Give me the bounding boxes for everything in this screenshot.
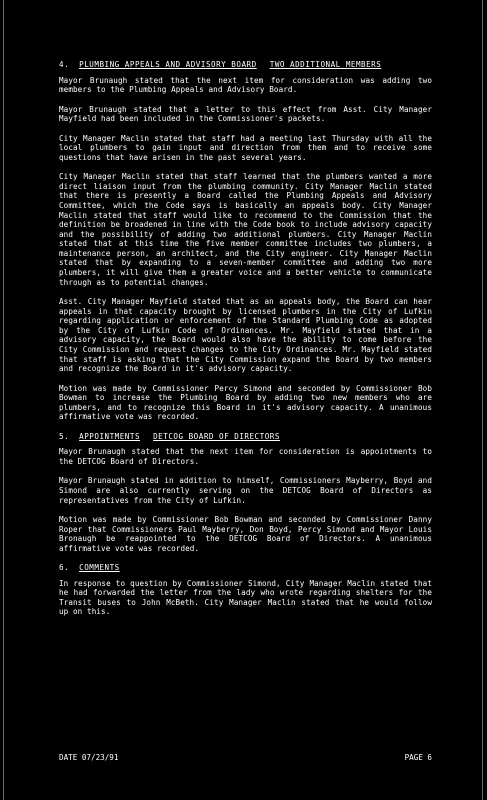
section-number: 5. xyxy=(59,431,70,441)
paragraph: Motion was made by Commissioner Bob Bowman and seconded by Commissioner Danny Roper that Commissioners Paul Mayberry, Don Boyd, Percy Simond and Mayor Louis Bronaugh be reappointed to the DETCOG Board of Directors. A unanimous affirmative vote was recorded. xyxy=(59,514,432,553)
paragraph: Asst. City Manager Mayfield stated that as an appeals body, the Board can hear appeals in that capacity brought by licensed plumbers in the City of Lufkin regarding application or enforcement of the Standard Plumbing Code as adopted by the City of Lufkin Code of Ordinances. Mr. Mayfield stated that in a advisory capacity, the Board would also have the ability to come before the City Commission and request changes to the City Ordinances. Mr. Mayfield stated that staff is asking that the City Commission expand the Board by two members and recognize the Board in it's advisory capacity. xyxy=(59,297,432,374)
section-subtitle: TWO ADDITIONAL MEMBERS xyxy=(269,60,382,69)
section-4-heading xyxy=(59,60,432,70)
section-number: 6. xyxy=(59,563,70,573)
paragraph: Mayor Brunaugh stated that a letter to this effect from Asst. City Manager Mayfield had been included in the Commissioner's packets. xyxy=(59,104,432,124)
section-title: APPOINTMENTS xyxy=(79,431,141,441)
minutes-body xyxy=(59,60,432,627)
section-5-heading xyxy=(59,432,432,442)
section-subtitle: DETCOG BOARD OF DIRECTORS xyxy=(153,431,280,441)
scan-edge-left xyxy=(3,0,4,800)
paragraph: Motion was made by Commissioner Percy Simond and seconded by Commissioner Bob Bowman to increase the Plumbing Board by adding two new members who are plumbers, and to recognize this Board in it's advisory capacity. A unanimous affirmative vote was recorded. xyxy=(59,383,432,422)
section-title: PLUMBING APPEALS AND ADVISORY BOARD xyxy=(79,60,257,69)
scan-edge-right xyxy=(482,0,483,800)
paragraph: Mayor Brunaugh stated that the next item for consideration was adding two members to the Plumbing Appeals and Advisory Board. xyxy=(59,75,432,95)
section-6-heading xyxy=(59,563,432,573)
paragraph: Mayor Brunaugh stated that the next item for consideration is appointments to the DETCOG Board of Directors. xyxy=(59,447,432,466)
footer-date: DATE 07/23/91 xyxy=(59,753,119,762)
footer-page-number: PAGE 6 xyxy=(404,753,432,762)
paragraph: City Manager Maclin stated that staff had a meeting last Thursday with all the local plumbers to gain input and direction from them and to receive some questions that have arisen in the past several years. xyxy=(59,133,432,162)
section-title: COMMENTS xyxy=(79,563,120,573)
paragraph: Mayor Brunaugh stated in addition to himself, Commissioners Mayberry, Boyd and Simond are also currently serving on the DETCOG Board of Directors as representatives from the City of Lufkin. xyxy=(59,476,432,505)
paragraph: In response to question by Commissioner Simond, City Manager Maclin stated that he had forwarded the letter from the lady who wrote regarding shelters for the Transit buses to John McBeth. City Manager Maclin stated that he would follow up on this. xyxy=(59,578,432,617)
paragraph: City Manager Maclin stated that staff learned that the plumbers wanted a more direct liaison input from the plumbing community. City Manager Maclin stated that there is presently a Board called the Plumbing Appeals and Advisory Committee, which the Code says is basically an appeals body. City Manager Maclin stated that staff would like to recommend to the Commission that the definition be broadened in line with the Code book to include advisory capacity and the possibility of adding two additional plumbers. City Manager Maclin stated that at this time the five member committee includes two plumbers, a maintenance person, an architect, and the City engineer. City Manager Maclin stated that by expanding to a seven-member committee and adding two more plumbers, it will give them a greater voice and a better vehicle to communicate through as to potential changes. xyxy=(59,172,432,287)
section-number: 4. xyxy=(59,60,70,69)
